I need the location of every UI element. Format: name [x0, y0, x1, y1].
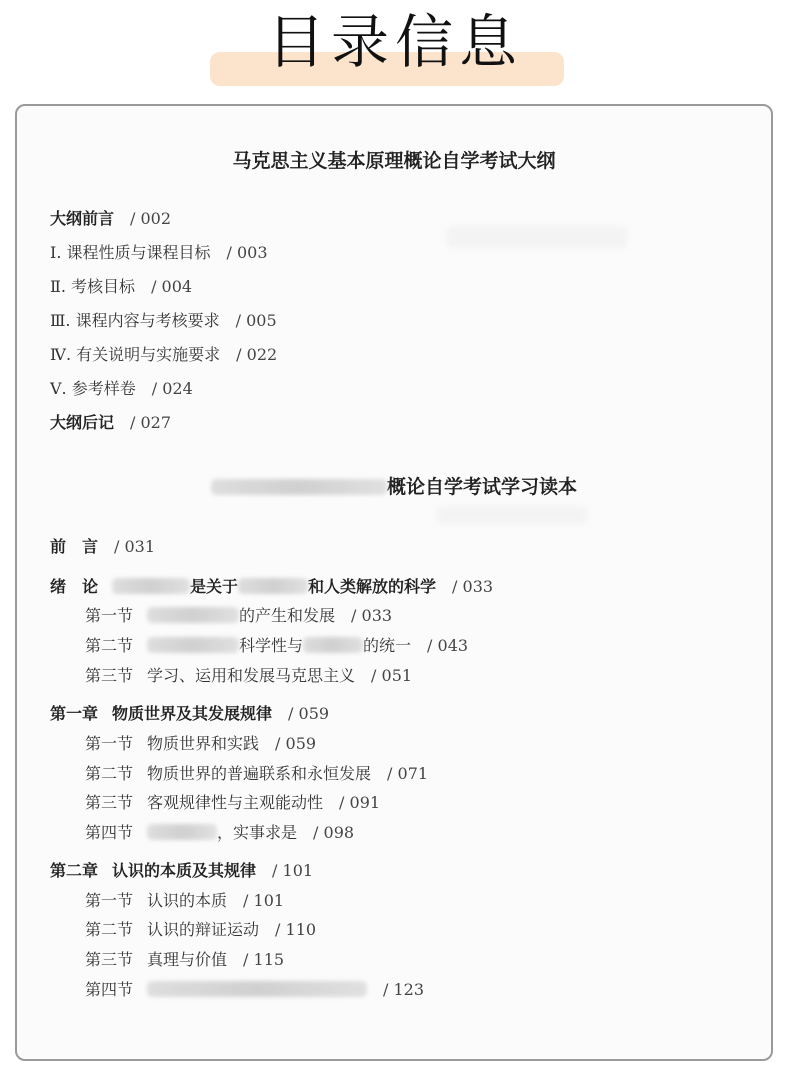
toc-subentry[interactable]: 第二节 物质世界的普遍联系和永恒发展 / 071 [85, 764, 429, 783]
blurred-text [303, 637, 363, 653]
toc-subentry[interactable]: 第三节 学习、运用和发展马克思主义 / 051 [85, 666, 413, 685]
toc-entry-label: 绪 论 [50, 577, 99, 596]
toc-entry-page: / 022 [236, 345, 278, 364]
toc-entry-page: / 059 [288, 704, 330, 723]
toc-entry-page: / 059 [275, 734, 317, 753]
toc-entry-page: / 101 [243, 891, 285, 910]
toc-card [15, 104, 773, 1061]
toc-entry-intro[interactable]: 绪 论 是关于 和人类解放的科学 / 033 [50, 577, 494, 596]
blurred-text [112, 578, 190, 594]
toc-entry-label: Ⅱ. 考核目标 [50, 277, 136, 296]
toc-entry-page: / 027 [130, 413, 172, 432]
toc-entry-page: / 098 [313, 823, 355, 842]
toc-entry-page: / 115 [243, 950, 285, 969]
blurred-text [147, 824, 217, 840]
toc-subentry[interactable]: 第一节 的产生和发展 / 033 [85, 606, 393, 625]
faint-watermark [447, 226, 627, 248]
toc-entry-label: Ⅳ. 有关说明与实施要求 [50, 345, 221, 364]
toc-entry[interactable] [50, 206, 171, 229]
toc-entry-label: 大纲后记 [50, 413, 115, 432]
toc-entry[interactable] [50, 410, 171, 433]
toc-entry-page: / 071 [387, 764, 429, 783]
toc-entry-preface[interactable] [50, 534, 155, 557]
toc-entry-page: / 123 [383, 980, 425, 999]
toc-entry[interactable] [50, 342, 277, 365]
toc-subentry[interactable]: 第二节 认识的辩证运动 / 110 [85, 920, 317, 939]
blurred-text [147, 607, 239, 623]
syllabus-title: 马克思主义基本原理概论自学考试大纲 [232, 150, 556, 172]
reader-title-text: 概论自学考试学习读本 [386, 476, 577, 498]
toc-subentry[interactable]: 第一节 物质世界和实践 / 059 [85, 734, 317, 753]
toc-entry-page: / 033 [351, 606, 393, 625]
toc-entry-page: / 110 [275, 920, 317, 939]
toc-entry-page: / 031 [114, 537, 156, 556]
header-banner [0, 0, 790, 100]
toc-entry-page: / 024 [151, 379, 193, 398]
toc-entry-label: 前 言 [50, 537, 99, 556]
toc-entry-label: Ⅴ. 参考样卷 [50, 379, 136, 398]
toc-entry-page: / 051 [371, 666, 413, 685]
reader-title [17, 472, 771, 499]
toc-entry-page: / 005 [235, 311, 277, 330]
toc-entry-label: Ⅰ. 课程性质与课程目标 [50, 243, 211, 262]
toc-entry-page: / 043 [427, 636, 469, 655]
toc-entry-page: / 091 [339, 793, 381, 812]
toc-subentry[interactable]: 第二节 科学性与 的统一 / 043 [85, 636, 469, 655]
faint-watermark [437, 506, 587, 524]
blurred-text [147, 637, 239, 653]
toc-entry-page: / 003 [226, 243, 268, 262]
toc-entry[interactable] [50, 376, 193, 399]
toc-chapter-2[interactable]: 第二章 认识的本质及其规律 / 101 [50, 861, 314, 880]
toc-entry-label: Ⅲ. 课程内容与考核要求 [50, 311, 220, 330]
blurred-text [238, 578, 308, 594]
toc-entry-page: / 004 [151, 277, 193, 296]
toc-entry[interactable] [50, 274, 192, 297]
toc-entry-page: / 002 [130, 209, 172, 228]
blurred-text [211, 479, 387, 495]
page-title: 目录信息 [266, 8, 523, 76]
toc-entry[interactable] [50, 308, 277, 331]
toc-entry-page: / 101 [272, 861, 314, 880]
toc-subentry[interactable]: 第四节 / 123 [85, 980, 425, 999]
toc-subentry[interactable]: 第四节 ，实事求是 / 098 [85, 823, 355, 842]
toc-subentry[interactable]: 第三节 真理与价值 / 115 [85, 950, 285, 969]
blurred-text [147, 981, 367, 997]
toc-entry-label: 大纲前言 [50, 209, 115, 228]
toc-entry-page: / 033 [452, 577, 494, 596]
toc-subentry[interactable]: 第一节 认识的本质 / 101 [85, 891, 285, 910]
toc-subentry[interactable]: 第三节 客观规律性与主观能动性 / 091 [85, 793, 381, 812]
toc-entry[interactable] [50, 240, 268, 263]
toc-chapter-1[interactable]: 第一章 物质世界及其发展规律 / 059 [50, 704, 330, 723]
